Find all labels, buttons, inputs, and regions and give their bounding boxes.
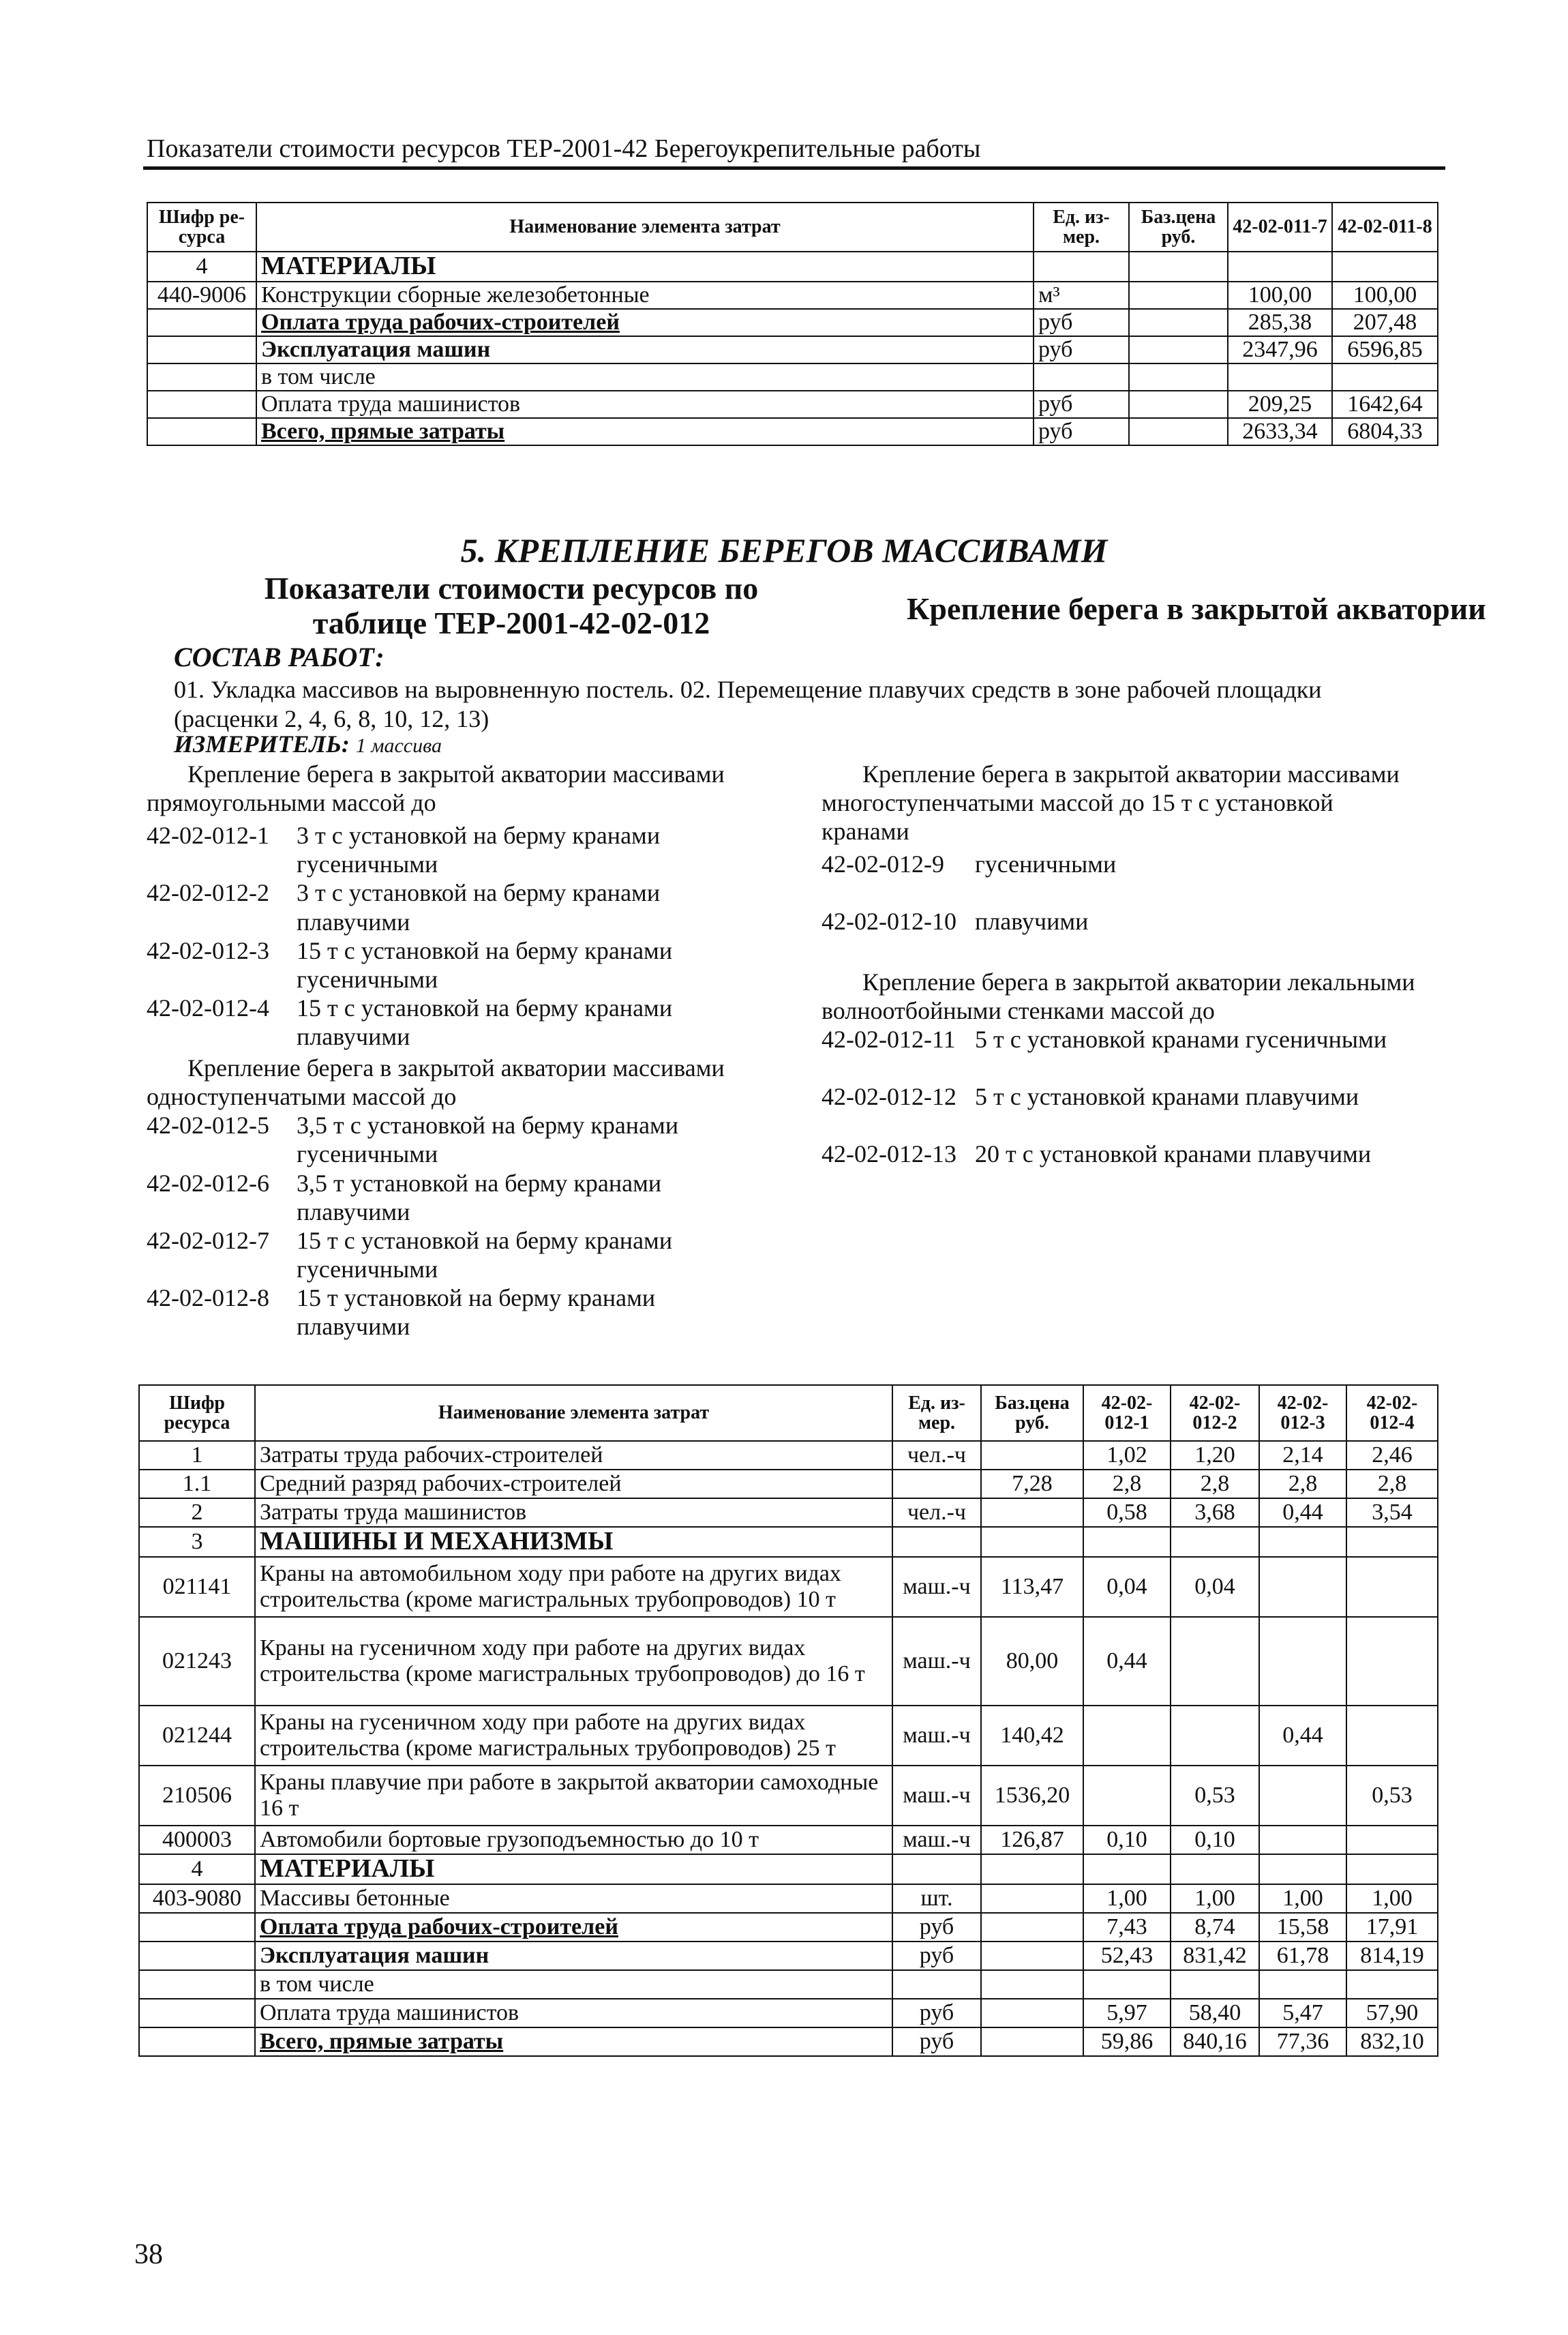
cell-value: 0,04 [1083,1557,1171,1617]
cell-value: 1,00 [1346,1884,1438,1913]
cell-value: 7,43 [1083,1913,1171,1942]
cell-code: 021141 [139,1557,255,1617]
cell-name: Затраты труда машинистов [255,1498,892,1527]
cell-price [1129,336,1228,363]
cell-value [1346,1557,1438,1617]
cell-unit: руб [1034,391,1129,418]
header-col1: 42-02-011-7 [1228,203,1332,252]
table-row [139,1854,1438,1884]
rate-code: 42-02-012-7 [147,1226,269,1254]
cell-value: 100,00 [1228,282,1332,309]
cell-price: 1536,20 [981,1766,1083,1826]
cell-value: 832,10 [1346,2027,1438,2056]
cell-code: 4 [147,252,256,282]
table-reference: Показатели стоимости ресурсов по таблице ТЕР-2001-42-02-012 [264,571,759,640]
cell-unit [892,1970,981,1999]
rate-code: 42-02-012-11 [821,1025,956,1053]
cell-name: Оплата труда рабочих-строителей [255,1913,892,1942]
cell-code [139,1970,255,1999]
cell-value: 1642,64 [1332,391,1438,418]
list-item [821,1082,1421,1111]
cell-name: Конструкции сборные железобетонные [256,282,1034,309]
cell-value [1259,1617,1346,1706]
cell-price [981,1970,1083,1999]
resource-table-012 [138,1384,1438,2057]
rate-code: 42-02-012-6 [147,1169,269,1197]
table-row [147,282,1438,309]
cell-name: Автомобили бортовые грузоподъемностью до 10 т [255,1826,892,1854]
cell-value [1259,1527,1346,1557]
cell-unit [892,1470,981,1498]
cell-value: 100,00 [1332,282,1438,309]
section-title: 5. КРЕПЛЕНИЕ БЕРЕГОВ МАССИВАМИ [460,531,1108,569]
rate-description: 3,5 т установкой на берму кранами плавучими [297,1169,662,1225]
cell-name: Оплата труда машинистов [255,1999,892,2027]
cell-value: 2,14 [1259,1441,1346,1470]
cell-unit [892,1854,981,1884]
cell-name: в том числе [255,1970,892,1999]
cell-name: Массивы бетонные [255,1884,892,1913]
table-row [139,1441,1438,1470]
cell-name: Средний разряд рабочих-строителей [255,1470,892,1498]
cell-code: 021243 [139,1617,255,1706]
rate-description: 3 т с установкой на берму кранами гусеничными [297,822,661,878]
cell-code [147,336,256,363]
cell-name: Краны на гусеничном ходу при работе на других видах строительства (кроме магистральных трубопроводов) 25 т [255,1706,892,1766]
cell-price [981,2027,1083,2056]
cell-name: Оплата труда рабочих-строителей [256,309,1034,336]
cell-value: 1,00 [1171,1884,1259,1913]
cell-value: 5,97 [1083,1999,1171,2027]
work-composition-text: 01. Укладка массивов на выровненную постель. 02. Перемещение плавучих средств в зоне рабочей площадки (расценки 2, 4, 6, 8, 10, 12, 13) [174,676,1322,733]
cell-price [981,1854,1083,1884]
cell-value: 831,42 [1171,1942,1259,1970]
cell-value: 15,58 [1259,1913,1346,1942]
table-row [139,1970,1438,1999]
list-item [147,821,753,878]
rate-description: 5 т с установкой кранами гусеничными [975,1025,1387,1053]
cell-value [1346,1970,1438,1999]
table-row [139,1706,1438,1766]
header-col1: 42-02-012-1 [1083,1385,1171,1441]
cell-value: 0,04 [1171,1557,1259,1617]
cell-value [1332,252,1438,282]
cell-unit: руб [1034,336,1129,363]
header-col4: 42-02-012-4 [1346,1385,1438,1441]
header-col2: 42-02-012-2 [1171,1385,1259,1441]
table-name: Крепление берега в закрытой акватории [907,591,1486,626]
cell-code: 3 [139,1527,255,1557]
cell-value: 52,43 [1083,1942,1171,1970]
cell-value: 2633,34 [1228,418,1332,445]
cell-unit [892,1527,981,1557]
cell-code: 4 [139,1854,255,1884]
cell-price [1129,363,1228,391]
rate-code: 42-02-012-2 [147,879,269,907]
cell-value: 0,58 [1083,1498,1171,1527]
header-col3: 42-02-012-3 [1259,1385,1346,1441]
cell-name: Краны на гусеничном ходу при работе на других видах строительства (кроме магистральных трубопроводов) до 16 т [255,1617,892,1706]
cell-value: 0,53 [1346,1766,1438,1826]
cell-value [1171,1706,1259,1766]
meter-label: ИЗМЕРИТЕЛЬ: [174,730,350,758]
rate-code: 42-02-012-4 [147,994,269,1022]
cell-name: Оплата труда машинистов [256,391,1034,418]
cell-value: 1,02 [1083,1441,1171,1470]
cell-value: 209,25 [1228,391,1332,418]
cell-value [1228,363,1332,391]
header-unit: Ед. из-мер. [1034,203,1129,252]
cell-unit: руб [892,1913,981,1942]
header-name: Наименование элемента затрат [255,1385,892,1441]
rates-list-left [147,757,753,1341]
list-item [147,878,753,936]
cell-value: 2,8 [1346,1470,1438,1498]
header-name: Наименование элемента затрат [256,203,1034,252]
cell-name: в том числе [256,363,1034,391]
rate-code: 42-02-012-1 [147,822,269,850]
header-code: Шифр ресурса [139,1385,255,1441]
cell-name: Эксплуатация машин [255,1942,892,1970]
cell-price [1129,391,1228,418]
table-row [139,1527,1438,1557]
table-row [147,252,1438,282]
cell-value [1259,1854,1346,1884]
rate-code: 42-02-012-10 [821,908,956,936]
rate-code: 42-02-012-9 [821,850,944,878]
cell-code: 400003 [139,1826,255,1854]
header-code: Шифр ре-сурса [147,203,256,252]
rate-description: 15 т с установкой на берму кранами плавучими [297,994,673,1050]
cell-value [1083,1706,1171,1766]
cell-price [1129,309,1228,336]
rate-code: 42-02-012-13 [821,1140,956,1168]
table-row [139,1557,1438,1617]
cell-unit: маш.-ч [892,1706,981,1766]
rate-description: 15 т установкой на берму кранами плавучими [297,1283,656,1341]
cell-value: 1,00 [1259,1884,1346,1913]
list-item [147,1111,753,1168]
cell-value: 2,8 [1171,1470,1259,1498]
table-row [139,1826,1438,1854]
header-unit: Ед. из-мер. [892,1385,981,1441]
cell-value: 3,54 [1346,1498,1438,1527]
cell-code [147,363,256,391]
table-row [139,1942,1438,1970]
cell-value [1171,1854,1259,1884]
cell-value: 58,40 [1171,1999,1259,2027]
table-row [147,363,1438,391]
cell-value [1171,1970,1259,1999]
cell-price [981,1441,1083,1470]
cell-value: 0,53 [1171,1766,1259,1826]
cell-value: 77,36 [1259,2027,1346,2056]
list-item [821,850,1421,878]
cell-unit [1034,252,1129,282]
cell-price [1129,282,1228,309]
cell-value [1332,363,1438,391]
list-group-heading: Крепление берега в закрытой акватории лекальными волноотбойными стенками массой до [821,968,1415,1024]
list-item [147,936,753,994]
cell-value: 0,44 [1259,1706,1346,1766]
rate-code: 42-02-012-12 [821,1082,956,1110]
cell-price: 7,28 [981,1470,1083,1498]
cell-value: 814,19 [1346,1942,1438,1970]
rate-description: 5 т с установкой кранами плавучими [975,1082,1359,1110]
list-item [147,994,753,1051]
table-row [147,336,1438,363]
table-row [139,1884,1438,1913]
cell-price: 113,47 [981,1557,1083,1617]
cell-code [147,309,256,336]
cell-value: 6804,33 [1332,418,1438,445]
table-row [139,1999,1438,2027]
table-row [139,1498,1438,1527]
cell-code: 1 [139,1441,255,1470]
cell-code: 2 [139,1498,255,1527]
cell-code [139,1942,255,1970]
header-price: Баз.цена руб. [981,1385,1083,1441]
cell-value: 2,8 [1083,1470,1171,1498]
rate-description: 3,5 т с установкой на берму кранами гусеничными [297,1112,679,1168]
cell-unit: руб [892,1942,981,1970]
cell-value [1346,1527,1438,1557]
cell-name: Краны плавучие при работе в закрытой акватории самоходные 16 т [255,1766,892,1826]
cell-name: Всего, прямые затраты [255,2027,892,2056]
page-header: Показатели стоимости ресурсов ТЕР-2001-42 Берегоукрепительные работы [147,134,981,163]
cell-value: 2,46 [1346,1441,1438,1470]
list-item [821,907,1421,936]
rate-description: 20 т с установкой кранами плавучими [975,1140,1372,1168]
cell-name: Всего, прямые затраты [256,418,1034,445]
rate-code: 42-02-012-8 [147,1283,269,1311]
cell-value: 2,8 [1259,1470,1346,1498]
cell-price [981,1884,1083,1913]
meter [174,730,442,758]
cell-name: Эксплуатация машин [256,336,1034,363]
cell-value: 5,47 [1259,1999,1346,2027]
cell-value [1346,1826,1438,1854]
cell-price [1129,252,1228,282]
cell-price: 126,87 [981,1826,1083,1854]
page-number: 38 [134,2239,163,2270]
list-item [821,1140,1421,1168]
list-group-heading: Крепление берега в закрытой акватории массивами многоступенчатыми массой до 15 т с установкой кранами [821,760,1400,846]
table-row [139,1470,1438,1498]
cell-value: 59,86 [1083,2027,1171,2056]
cell-value: 0,10 [1171,1826,1259,1854]
table-row [147,309,1438,336]
cell-name: Затраты труда рабочих-строителей [255,1441,892,1470]
cell-code [147,418,256,445]
cell-unit: шт. [892,1884,981,1913]
table-row [147,418,1438,445]
cell-code [147,391,256,418]
cell-value: 840,16 [1171,2027,1259,2056]
table-row [139,1913,1438,1942]
cell-name: МАТЕРИАЛЫ [255,1854,892,1884]
cell-price [981,1942,1083,1970]
table-row [139,1766,1438,1826]
cell-code [139,1913,255,1942]
cell-value [1259,1557,1346,1617]
cell-unit: м³ [1034,282,1129,309]
cell-value: 1,00 [1083,1884,1171,1913]
cell-value: 57,90 [1346,1999,1438,2027]
meter-value: 1 массива [355,734,442,757]
header-rule [143,166,1445,170]
cell-unit: чел.-ч [892,1441,981,1470]
cell-unit: маш.-ч [892,1766,981,1826]
cell-name: Краны на автомобильном ходу при работе на других видах строительства (кроме магистральных трубопроводов) 10 т [255,1557,892,1617]
cell-value [1259,1766,1346,1826]
header-col2: 42-02-011-8 [1332,203,1438,252]
rate-description: гусеничными [975,850,1117,878]
cell-unit: маш.-ч [892,1826,981,1854]
cell-price [1129,418,1228,445]
work-composition-heading: СОСТАВ РАБОТ: [174,642,385,672]
cell-code [139,2027,255,2056]
cell-unit [1034,363,1129,391]
resource-table-011 [147,202,1438,446]
list-group-heading: Крепление берега в закрытой акватории массивами одноступенчатыми массой до [147,1054,725,1111]
rate-description: 15 т с установкой на берму кранами гусеничными [297,1226,673,1283]
cell-value [1171,1527,1259,1557]
cell-code [139,1999,255,2027]
cell-value [1171,1617,1259,1706]
cell-value: 0,10 [1083,1826,1171,1854]
cell-code: 210506 [139,1766,255,1826]
cell-price [981,1913,1083,1942]
cell-value [1083,1527,1171,1557]
cell-price: 140,42 [981,1706,1083,1766]
rate-description: 3 т с установкой на берму кранами плавучими [297,879,661,936]
cell-name: МАТЕРИАЛЫ [256,252,1034,282]
table-header-row [147,203,1438,252]
cell-value: 6596,85 [1332,336,1438,363]
list-group-heading: Крепление берега в закрытой акватории массивами прямоугольными массой до [147,760,725,817]
cell-value: 0,44 [1083,1617,1171,1706]
cell-value: 8,74 [1171,1913,1259,1942]
cell-price [981,1527,1083,1557]
cell-code: 403-9080 [139,1884,255,1913]
cell-value: 0,44 [1259,1498,1346,1527]
cell-unit: руб [892,2027,981,2056]
cell-code: 021244 [139,1706,255,1766]
cell-value: 285,38 [1228,309,1332,336]
list-item [147,1169,753,1226]
cell-value [1083,1854,1171,1884]
cell-value [1228,252,1332,282]
rates-list-right [821,757,1421,1168]
cell-value: 61,78 [1259,1942,1346,1970]
cell-value [1346,1706,1438,1766]
cell-price [981,1498,1083,1527]
table-row [139,2027,1438,2056]
cell-value [1259,1826,1346,1854]
cell-price: 80,00 [981,1617,1083,1706]
rate-code: 42-02-012-5 [147,1112,269,1140]
table-row [139,1617,1438,1706]
cell-code: 1.1 [139,1470,255,1498]
cell-value: 3,68 [1171,1498,1259,1527]
cell-name: МАШИНЫ И МЕХАНИЗМЫ [255,1527,892,1557]
rate-description: 15 т с установкой на берму кранами гусеничными [297,936,673,993]
table-header-row [139,1385,1438,1441]
cell-value [1083,1970,1171,1999]
rate-code: 42-02-012-3 [147,936,269,964]
cell-unit: маш.-ч [892,1557,981,1617]
cell-value: 17,91 [1346,1913,1438,1942]
cell-value: 2347,96 [1228,336,1332,363]
list-item [147,1283,753,1341]
cell-price [981,1999,1083,2027]
cell-unit: руб [1034,418,1129,445]
cell-unit: руб [892,1999,981,2027]
cell-value [1259,1970,1346,1999]
cell-unit: руб [1034,309,1129,336]
cell-value: 1,20 [1171,1441,1259,1470]
cell-code: 440-9006 [147,282,256,309]
cell-value: 207,48 [1332,309,1438,336]
cell-value [1083,1766,1171,1826]
list-item [147,1226,753,1283]
cell-value [1346,1854,1438,1884]
cell-unit: чел.-ч [892,1498,981,1527]
cell-value [1346,1617,1438,1706]
cell-unit: маш.-ч [892,1617,981,1706]
rate-description: плавучими [975,908,1089,936]
list-item [821,1025,1421,1054]
table-row [147,391,1438,418]
header-price: Баз.цена руб. [1129,203,1228,252]
